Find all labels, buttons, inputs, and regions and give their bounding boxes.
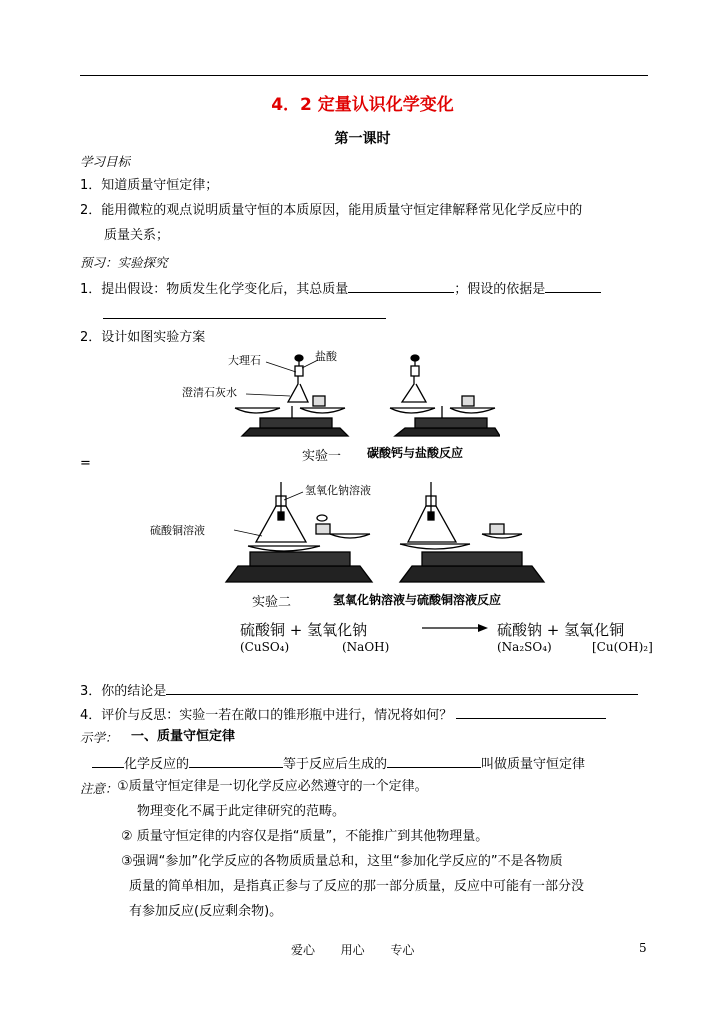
- label-marble: 大理石: [228, 354, 261, 367]
- note-3: ③强调“参加”化学反应的各物质质量总和，这里“参加化学反应的”不是各物质: [121, 854, 563, 869]
- answer-blank-reflection[interactable]: [456, 704, 606, 719]
- notes-label: 注意：: [80, 781, 118, 796]
- law-statement: [92, 753, 585, 774]
- page-subtitle: 第一课时: [334, 131, 391, 147]
- goal-item-1: 1．知道质量守恒定律；: [80, 178, 219, 193]
- label-naoh-solution: 氢氧化钠溶液: [305, 484, 371, 497]
- preview-q1: [80, 278, 601, 299]
- label-limewater: 澄清石灰水: [182, 386, 237, 399]
- note-3-cont-2: 有参加反应(反应剩余物)。: [129, 904, 283, 919]
- footer-motto-1: 爱心: [291, 943, 316, 957]
- experiment2-caption: 氢氧化钠溶液与硫酸铜溶液反应: [333, 593, 502, 607]
- experiment2-number: 实验二: [252, 595, 292, 610]
- header-rule: [80, 75, 648, 76]
- product-sodium-sulfate: 硫酸钠: [497, 621, 543, 639]
- answer-blank-basis[interactable]: [545, 278, 601, 293]
- goal-item-2: 2．能用微粒的观点说明质量守恒的本质原因，能用质量守恒定律解释常见化学反应中的: [80, 203, 583, 218]
- product-copper-hydroxide: 氢氧化铜: [564, 621, 625, 639]
- label-cuso4-solution: 硫酸铜溶液: [150, 524, 205, 537]
- formula-naoh: (NaOH): [342, 640, 390, 654]
- experiment2-figure: [150, 478, 550, 590]
- plus-sign-1: +: [289, 621, 303, 639]
- question-4: [80, 704, 606, 725]
- answer-blank-total-mass[interactable]: [348, 278, 454, 293]
- question-3: [80, 680, 638, 701]
- footer-motto-3: 专心: [390, 943, 415, 957]
- lesson-label: 示学：: [80, 730, 118, 745]
- goals-heading: 学习目标: [80, 154, 131, 169]
- experiment1-caption: 碳酸钙与盐酸反应: [367, 446, 464, 460]
- reactant-sodium-hydroxide: 氢氧化钠: [307, 621, 368, 639]
- question-3-text: 3．你的结论是: [80, 684, 167, 699]
- lesson-heading: 一、质量守恒定律: [131, 729, 236, 744]
- reaction-arrow-icon: [420, 622, 490, 634]
- equation-words: [240, 619, 367, 640]
- answer-blank-basis-cont[interactable]: [103, 318, 386, 319]
- page-number: 5: [639, 941, 647, 955]
- footer-motto: [291, 941, 414, 958]
- preview-q1-text: 1．提出假设：物质发生化学变化后，其总质量: [80, 282, 349, 297]
- stray-mark: =: [80, 456, 91, 471]
- goal-item-2-cont: 质量关系；: [104, 228, 170, 243]
- formula-na2so4: (Na₂SO₄): [497, 640, 552, 654]
- law-part-1: 化学反应的: [124, 757, 190, 772]
- note-3-cont-1: 质量的简单相加，是指真正参与了反应的那一部分质量，反应中可能有一部分没: [129, 879, 585, 894]
- law-part-2: 等于反应后生成的: [283, 757, 388, 772]
- formula-cuso4: (CuSO₄): [240, 640, 290, 654]
- preview-q2: 2．设计如图实验方案: [80, 330, 206, 345]
- equation-products: [497, 619, 624, 640]
- answer-blank-law-2[interactable]: [189, 753, 283, 768]
- reactant-copper-sulfate: 硫酸铜: [240, 621, 286, 639]
- note-1: ①质量守恒定律是一切化学反应必然遵守的一个定律。: [117, 779, 428, 794]
- plus-sign-2: +: [546, 621, 560, 639]
- answer-blank-law-3[interactable]: [387, 753, 481, 768]
- law-part-3: 叫做质量守恒定律: [481, 757, 586, 772]
- answer-blank-conclusion[interactable]: [166, 680, 638, 695]
- experiment1-figure: [180, 348, 500, 440]
- preview-heading: 预习：实验探究: [80, 255, 168, 270]
- preview-q1-sep: ；假设的依据是: [454, 282, 546, 297]
- formula-cu-oh-2: [Cu(OH)₂]: [592, 640, 653, 654]
- question-4-text: 4．评价与反思：实验一若在敞口的锥形瓶中进行，情况将如何？: [80, 708, 453, 723]
- note-2: ② 质量守恒定律的内容仅是指“质量”，不能推广到其他物理量。: [121, 829, 489, 844]
- experiment1-number: 实验一: [302, 449, 342, 464]
- footer-motto-2: 用心: [340, 943, 365, 957]
- page-title: 4．2 定量认识化学变化: [271, 95, 454, 115]
- answer-blank-law-1[interactable]: [92, 753, 124, 768]
- label-hydrochloric-acid: 盐酸: [315, 350, 337, 363]
- note-1-cont: 物理变化不属于此定律研究的范畴。: [137, 804, 346, 819]
